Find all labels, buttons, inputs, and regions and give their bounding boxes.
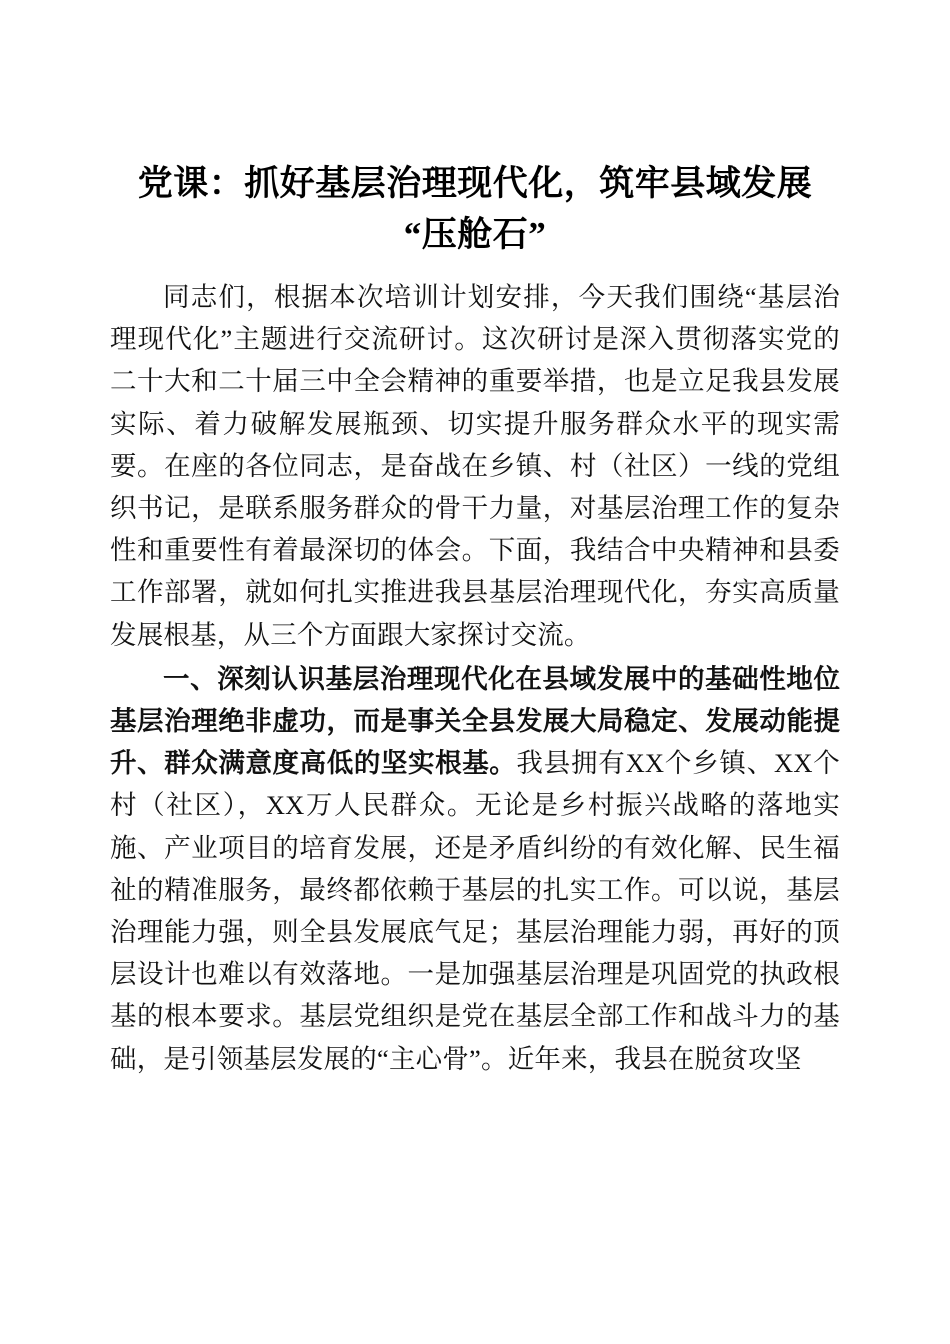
title-line-1: 党课：抓好基层治理现代化，筑牢县域发展 [137,164,813,203]
paragraph-section-one [110,658,840,1080]
paragraph-opening [110,276,840,656]
section-one-body: 我县拥有XX个乡镇、XX个村（社区），XX万人民群众。无论是乡村振兴战略的落地实施、产业项目的培育发展，还是矛盾纠纷的有效化解、民生福祉的精准服务，最终都依赖于基层的扎实工作。可以说，基层治理能力强，则全县发展底气足；基层治理能力弱，再好的顶层设计也难以有效落地。一是加强基层治理是巩固党的执政根基的根本要求。基层党组织是党在基层全部工作和战斗力的基础，是引领基层发展的“主心骨”。近年来，我县在脱贫攻坚 [110,748,840,1074]
title-line-2: “压舱石” [403,215,547,254]
page-title [110,158,840,260]
document-content [110,158,840,1080]
section-one-heading: 一、深刻认识基层治理现代化在县域发展中的基础性地位基层治理绝非虚功，而是事关全县发展大局稳定、发展动能提升、群众满意度高低的坚实根基。 [110,663,840,779]
paragraph-opening-text: 同志们，根据本次培训计划安排，今天我们围绕“基层治理现代化”主题进行交流研讨。这次研讨是深入贯彻落实党的二十大和二十届三中全会精神的重要举措，也是立足我县发展实际、着力破解发展瓶颈、切实提升服务群众水平的现实需要。在座的各位同志，是奋战在乡镇、村（社区）一线的党组织书记，是联系服务群众的骨干力量，对基层治理工作的复杂性和重要性有着最深切的体会。下面，我结合中央精神和县委工作部署，就如何扎实推进我县基层治理现代化，夯实高质量发展根基，从三个方面跟大家探讨交流。 [110,282,840,650]
